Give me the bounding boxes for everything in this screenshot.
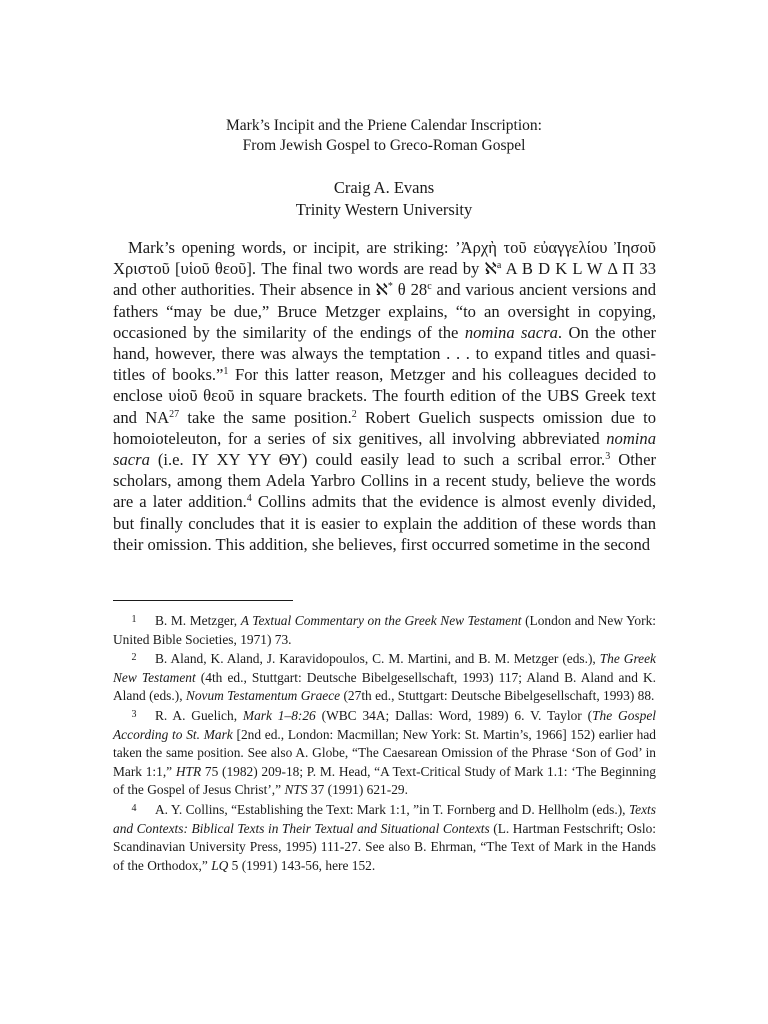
text-run: and various ancient versions and fathers “may be due,” Bruce Metzger explains, “to an oversight in copying, occasioned by the similarity of the endings of the [113, 280, 657, 342]
footnote-text: [2nd ed., London: Macmillan; New York: St. Martin’s, 1966] 152) earlier had taken the same position. See also A. Globe, “The Caesarean Omission of the Phrase ‘Son of God’ in Mark 1:1,” [113, 726, 656, 779]
author-affiliation: Trinity Western University [295, 200, 473, 219]
paper-title [0, 116, 768, 156]
footnote-italic-text: Texts and Contexts: Biblical Texts in Their Textual and Situational Contexts [113, 801, 656, 836]
footnote-text: 5 (1991) 143-56, here 152. [228, 857, 376, 873]
text-run: θ 28 [392, 280, 428, 300]
footnote-ref-2: 2 [351, 408, 357, 420]
footnote-ref-4: 4 [246, 493, 252, 505]
author-block [0, 177, 768, 221]
footnote-number: 1 [131, 614, 137, 625]
footnote-text: A. Y. Collins, “Establishing the Text: Mark 1:1, ”in T. Fornberg and D. Hellholm (eds.), [155, 801, 629, 817]
footnote-divider [113, 600, 293, 601]
footnote-number: 3 [131, 708, 137, 720]
footnote-italic-text: Novum Testamentum Graece [185, 688, 341, 704]
text-run: Mark’s opening words, or incipit, are striking: ’Ἀρχὴ τοῦ εὐαγγελίου Ἰησοῦ Χριστοῦ [υἱοῦ θεοῦ]. The final two words are read by [113, 238, 656, 279]
text-run: take the same position. [179, 407, 352, 427]
footnote [113, 611, 656, 649]
footnotes [113, 611, 656, 875]
footnote-italic-text: A Textual Commentary on the Greek New Testament [240, 613, 522, 628]
footnote-text: (WBC 34A; Dallas: Word, 1989) 6. V. Taylor ( [315, 707, 593, 723]
footnote-text: (4th ed., Stuttgart: Deutsche Bibelgesellschaft, 1993) 117; Aland B. Aland and K. Aland (eds.), [113, 669, 656, 704]
footnote-italic-text: NTS [284, 782, 308, 798]
body-paragraph [113, 237, 656, 555]
title-line-2: From Jewish Gospel to Greco-Roman Gospel [242, 137, 526, 154]
text-run: (i.e. ΙΥ ΧΥ ΥΥ ΘΥ) could easily lead to such a scribal error. [149, 450, 606, 470]
footnote-italic-text: Mark 1–8:26 [242, 707, 316, 723]
footnote-italic-text: The Gospel According to St. Mark [113, 707, 656, 742]
footnote-text: B. Aland, K. Aland, J. Karavidopoulos, C. M. Martini, and B. M. Metzger (eds.), [155, 651, 600, 667]
footnote-number: 2 [131, 652, 137, 664]
text-run: A B D K L W Δ Π 33 and other authorities. Their absence in ℵ [113, 259, 657, 300]
text-run: Other scholars, among them Adela Yarbro Collins in a recent study, believe the words are a later addition. [113, 450, 656, 512]
italic-term: nomina sacra [464, 322, 558, 342]
footnote-italic-text: LQ [211, 857, 229, 873]
footnote-text: (27th ed., Stuttgart: Deutsche Bibelgesellschaft, 1993) 88. [340, 688, 655, 704]
author-name: Craig A. Evans [333, 178, 435, 197]
superscript-c: c [427, 281, 432, 293]
footnote [113, 706, 656, 800]
footnote [113, 649, 656, 706]
text-run: For this latter reason, Metzger and his colleagues decided to enclose υἱοῦ θεοῦ in square brackets. The fourth edition of the UBS Greek text and NA [113, 365, 656, 427]
text-run: Robert Guelich suspects omission due to homoioteleuton, for a series of six genitives, all involving abbreviated [113, 407, 656, 448]
footnote-ref-3: 3 [605, 451, 611, 463]
footnote-text: 75 (1982) 209-18; P. M. Head, “A Text-Critical Study of Mark 1.1: ‘The Beginning of the Gospel of Jesus Christ’,” [113, 763, 656, 798]
footnote-text: (L. Hartman Festschrift; Oslo: Scandinavian University Press, 1995) 111-27. See also B. Ehrman, “The Text of Mark in the Hands of the Orthodox,” [113, 820, 656, 873]
title-line-1: Mark’s Incipit and the Priene Calendar Inscription: [226, 117, 542, 134]
footnote-text: 37 (1991) 621-29. [307, 782, 408, 798]
text-run: Collins admits that the evidence is almost evenly divided, but finally concludes that it is easier to explain the addition of these words than their omission. This addition, she believes, first occurred sometime in the second [113, 492, 656, 554]
footnote-ref-1: 1 [223, 366, 229, 378]
footnote-text: B. M. Metzger, [155, 613, 241, 628]
footnote-italic-text: The Greek New Testament [113, 651, 656, 685]
footnote-italic-text: HTR [175, 763, 202, 779]
footnote-text: R. A. Guelich, [155, 707, 243, 723]
footnote [113, 800, 656, 875]
text-run: . On the other hand, however, there was always the temptation . . . to expand titles and quasi-titles of books.” [113, 322, 656, 385]
superscript-27: 27 [169, 408, 180, 420]
italic-term: nomina sacra [113, 428, 656, 470]
superscript-a: a [496, 260, 502, 272]
body-text [113, 237, 656, 555]
footnote-text: (London and New York: United Bible Societies, 1971) 73. [113, 613, 656, 647]
text-run: ℵ [484, 259, 497, 279]
superscript-star: * [387, 281, 393, 293]
footnote-number: 4 [131, 802, 137, 814]
